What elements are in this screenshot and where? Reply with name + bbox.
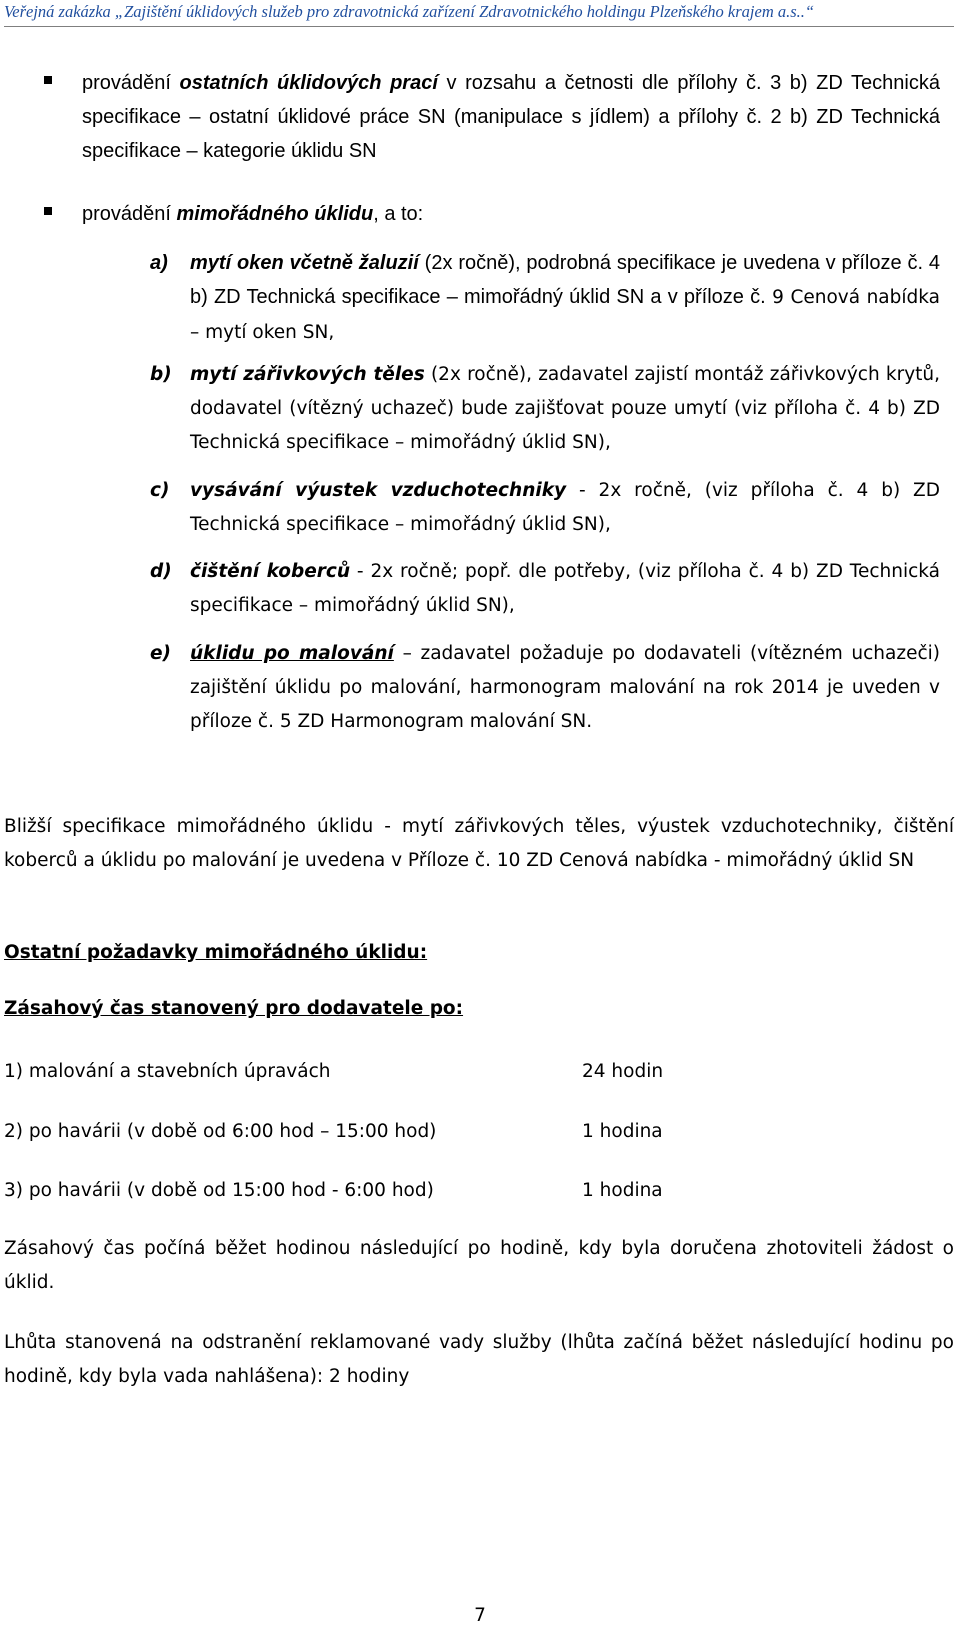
response-time: 24 hodin [582, 1061, 664, 1082]
header-rule [4, 26, 954, 27]
response-time: 1 hodina [582, 1180, 663, 1201]
item-emphasis: mytí oken včetně žaluzií [190, 252, 419, 274]
list-item-a: a) mytí oken včetně žaluzií (2x ročně), podrobná specifikace je uvedena v příloze č. 4 b) ZD Technická specifikace – mimořádný úklid SN a v příloze č. 9 Cenová nabídka – mytí oken SN, [150, 246, 940, 350]
page-number: 7 [474, 1605, 486, 1626]
header-title: „Zajištění úklidových služeb pro zdravotnická zařízení Zdravotnického holdingu Plzeňského krajem a.s..“ [114, 2, 815, 21]
square-bullet-icon [44, 207, 52, 215]
bullet-item-extraordinary-cleaning: provádění mimořádného úklidu, a to: [82, 203, 424, 225]
list-item-b: b) mytí zářivkových těles (2x ročně), zadavatel zajistí montáž zářivkových krytů, dodavatel (vítězný uchazeč) bude zajišťovat pouze umytí (viz příloha č. 4 b) ZD Technická specifikace – mimořádný úklid SN), [150, 358, 940, 460]
item-label: e) [150, 643, 172, 664]
section-heading-other-requirements: Ostatní požadavky mimořádného úklidu: [4, 942, 428, 963]
item-label: c) [150, 480, 170, 501]
running-header [4, 2, 954, 22]
response-item: 1) malování a stavebních úpravách [4, 1061, 331, 1082]
item-emphasis: čištění koberců [190, 561, 351, 582]
item-emphasis: úklidu po malování [190, 643, 394, 664]
list-item-d: d) čištění koberců - 2x ročně; popř. dle potřeby, (viz příloha č. 4 b) ZD Technická specifikace – mimořádný úklid SN), [150, 555, 940, 623]
response-item: 3) po havárii (v době od 15:00 hod - 6:00 hod) [4, 1180, 434, 1201]
item-label: d) [150, 561, 172, 582]
bullet-emphasis: mimořádného úklidu [176, 203, 374, 225]
item-emphasis: vysávání výustek vzduchotechniky [190, 480, 567, 501]
bullet-item-other-cleaning: provádění ostatních úklidových prací v rozsahu a četnosti dle přílohy č. 3 b) ZD Technická specifikace – ostatní úklidové práce SN (manipulace s jídlem) a přílohy č. 2 b) ZD Technická specifikace – kategorie úklidu SN [82, 72, 940, 162]
square-bullet-icon [44, 76, 52, 84]
item-emphasis: mytí zářivkových těles [190, 364, 425, 385]
response-time: 1 hodina [582, 1121, 663, 1142]
list-item-e: e) úklidu po malování – zadavatel požaduje po dodavateli (vítězném uchazeči) zajištění úklidu po malování, harmonogram malování na rok 2014 je uveden v příloze č. 5 ZD Harmonogram malování SN. [150, 637, 940, 739]
response-time-note: Zásahový čas počíná běžet hodinou následující po hodině, kdy byla doručena zhotoviteli žádost o úklid. [4, 1238, 954, 1293]
bullet-emphasis: ostatních úklidových prací [179, 72, 438, 94]
item-label: b) [150, 364, 172, 385]
complaint-deadline-note: Lhůta stanovená na odstranění reklamované vady služby (lhůta začíná běžet následující hodinu po hodině, kdy byla vada nahlášena): 2 hodiny [4, 1332, 954, 1387]
section-heading-response-time: Zásahový čas stanovený pro dodavatele po: [4, 998, 464, 1019]
list-item-c: c) vysávání výustek vzduchotechniky - 2x ročně, (viz příloha č. 4 b) ZD Technická specifikace – mimořádný úklid SN), [150, 474, 940, 542]
item-label: a) [150, 252, 168, 274]
header-prefix: Veřejná zakázka [4, 2, 111, 21]
specification-paragraph: Bližší specifikace mimořádného úklidu - mytí zářivkových těles, výustek vzduchotechniky, čištění koberců a úklidu po malování je uvedena v Příloze č. 10 ZD Cenová nabídka - mimořádný úklid SN [4, 816, 954, 871]
response-item: 2) po havárii (v době od 6:00 hod – 15:00 hod) [4, 1121, 437, 1142]
